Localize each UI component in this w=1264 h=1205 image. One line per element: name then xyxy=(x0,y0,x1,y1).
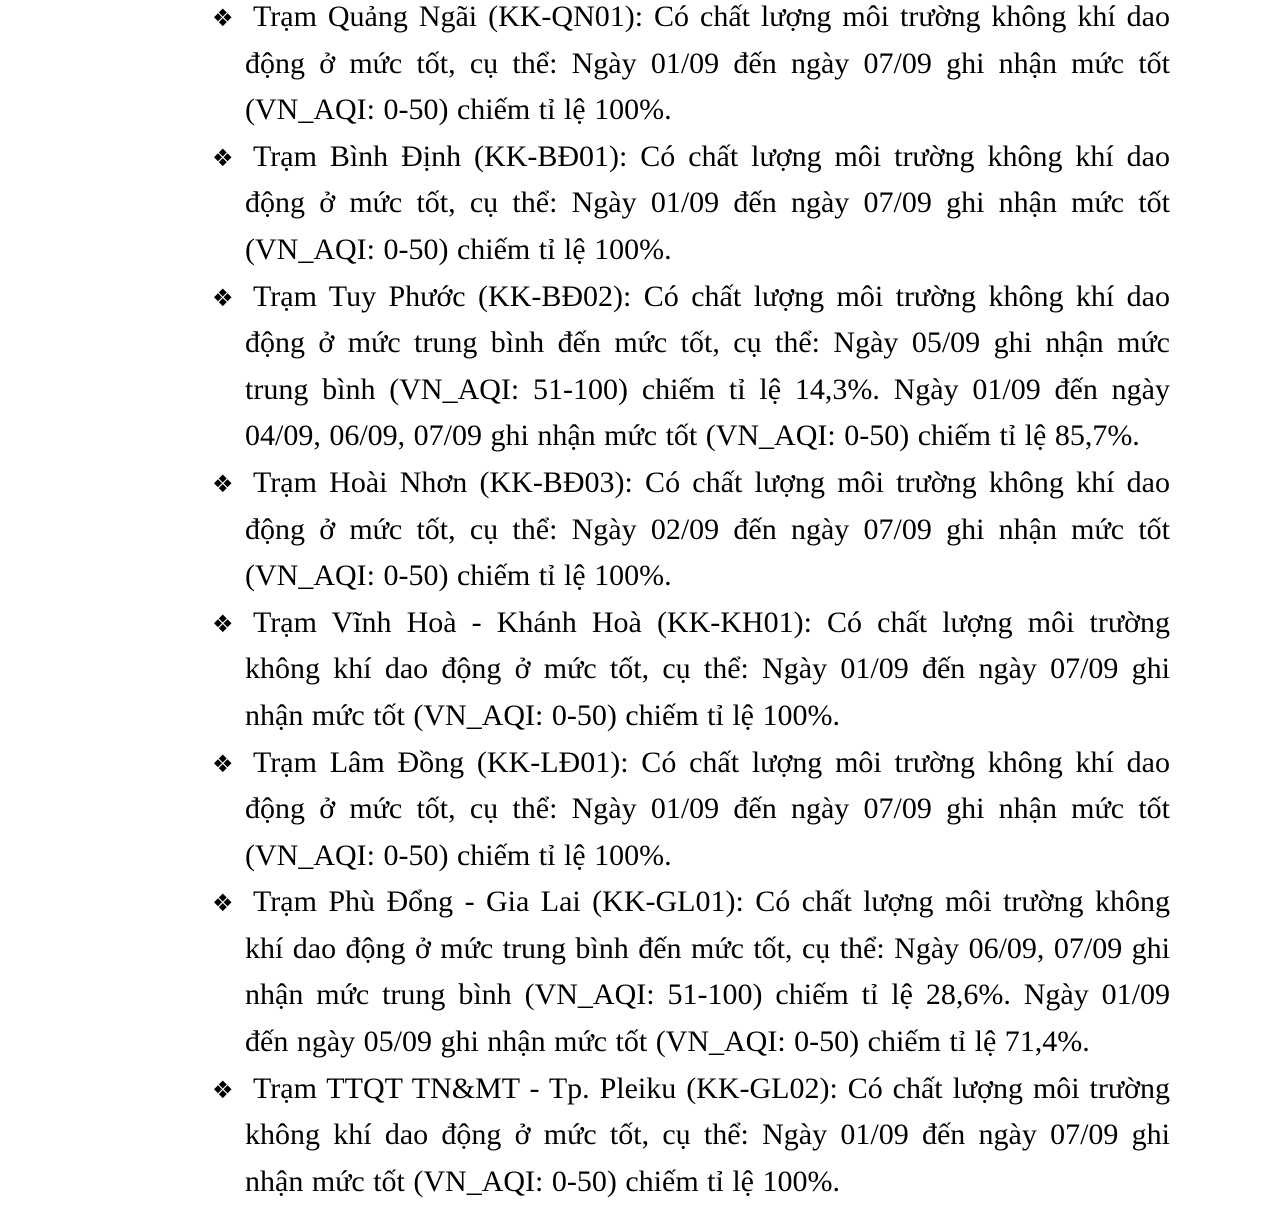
list-item-station-tuy-phuoc xyxy=(212,274,1170,460)
list-item-station-ttqt-tnmt-pleiku xyxy=(212,1066,1170,1205)
diamond-bullet-icon: ❖ xyxy=(212,143,234,172)
list-item-station-quang-ngai xyxy=(212,0,1170,134)
diamond-bullet-icon: ❖ xyxy=(212,1075,234,1104)
list-item-text: Trạm Lâm Đồng (KK-LĐ01): Có chất lượng môi trường không khí dao động ở mức tốt, cụ thể: Ngày 01/09 đến ngày 07/09 ghi nhận mức tốt (VN_AQI: 0-50) chiếm tỉ lệ 100%. xyxy=(245,745,1170,872)
list-item-text: Trạm Tuy Phước (KK-BĐ02): Có chất lượng môi trường không khí dao động ở mức trung bình đến mức tốt, cụ thể: Ngày 05/09 ghi nhận mức trung bình (VN_AQI: 51-100) chiếm tỉ lệ 14,3%. Ngày 01/09 đến ngày 04/09, 06/09, 07/09 ghi nhận mức tốt (VN_AQI: 0-50) chiếm tỉ lệ 85,7%. xyxy=(245,279,1170,453)
station-bullet-list xyxy=(212,0,1170,1205)
list-item-text: Trạm Hoài Nhơn (KK-BĐ03): Có chất lượng môi trường không khí dao động ở mức tốt, cụ thể: Ngày 02/09 đến ngày 07/09 ghi nhận mức tốt (VN_AQI: 0-50) chiếm tỉ lệ 100%. xyxy=(245,465,1170,593)
list-item-station-vinh-hoa-khanh-hoa xyxy=(212,600,1170,740)
diamond-bullet-icon: ❖ xyxy=(212,4,234,32)
diamond-bullet-icon: ❖ xyxy=(212,469,234,498)
list-item-station-hoai-nhon xyxy=(212,460,1170,600)
list-item-text: Trạm TTQT TN&MT - Tp. Pleiku (KK-GL02): Có chất lượng môi trường không khí dao động ở mức tốt, cụ thể: Ngày 01/09 đến ngày 07/09 ghi nhận mức tốt (VN_AQI: 0-50) chiếm tỉ lệ 100%. xyxy=(245,1071,1170,1198)
list-item-station-lam-dong xyxy=(212,740,1170,880)
list-item-text: Trạm Bình Định (KK-BĐ01): Có chất lượng môi trường không khí dao động ở mức tốt, cụ thể: Ngày 01/09 đến ngày 07/09 ghi nhận mức tốt (VN_AQI: 0-50) chiếm tỉ lệ 100%. xyxy=(245,139,1170,266)
list-item-text: Trạm Vĩnh Hoà - Khánh Hoà (KK-KH01): Có chất lượng môi trường không khí dao động ở mức tốt, cụ thể: Ngày 01/09 đến ngày 07/09 ghi nhận mức tốt (VN_AQI: 0-50) chiếm tỉ lệ 100%. xyxy=(245,605,1170,732)
diamond-bullet-icon: ❖ xyxy=(212,609,234,638)
list-item-text: Trạm Quảng Ngãi (KK-QN01): Có chất lượng môi trường không khí dao động ở mức tốt, cụ thể: Ngày 01/09 đến ngày 07/09 ghi nhận mức tốt (VN_AQI: 0-50) chiếm tỉ lệ 100%. xyxy=(245,0,1170,127)
diamond-bullet-icon: ❖ xyxy=(212,749,234,778)
list-item-station-binh-dinh xyxy=(212,134,1170,274)
diamond-bullet-icon: ❖ xyxy=(212,283,234,312)
list-item-station-phu-dong-gia-lai xyxy=(212,879,1170,1065)
diamond-bullet-icon: ❖ xyxy=(212,889,234,918)
list-item-text: Trạm Phù Đổng - Gia Lai (KK-GL01): Có chất lượng môi trường không khí dao động ở mức trung bình đến mức tốt, cụ thể: Ngày 06/09, 07/09 ghi nhận mức trung bình (VN_AQI: 51-100) chiếm tỉ lệ 28,6%. Ngày 01/09 đến ngày 05/09 ghi nhận mức tốt (VN_AQI: 0-50) chiếm tỉ lệ 71,4%. xyxy=(245,885,1170,1059)
